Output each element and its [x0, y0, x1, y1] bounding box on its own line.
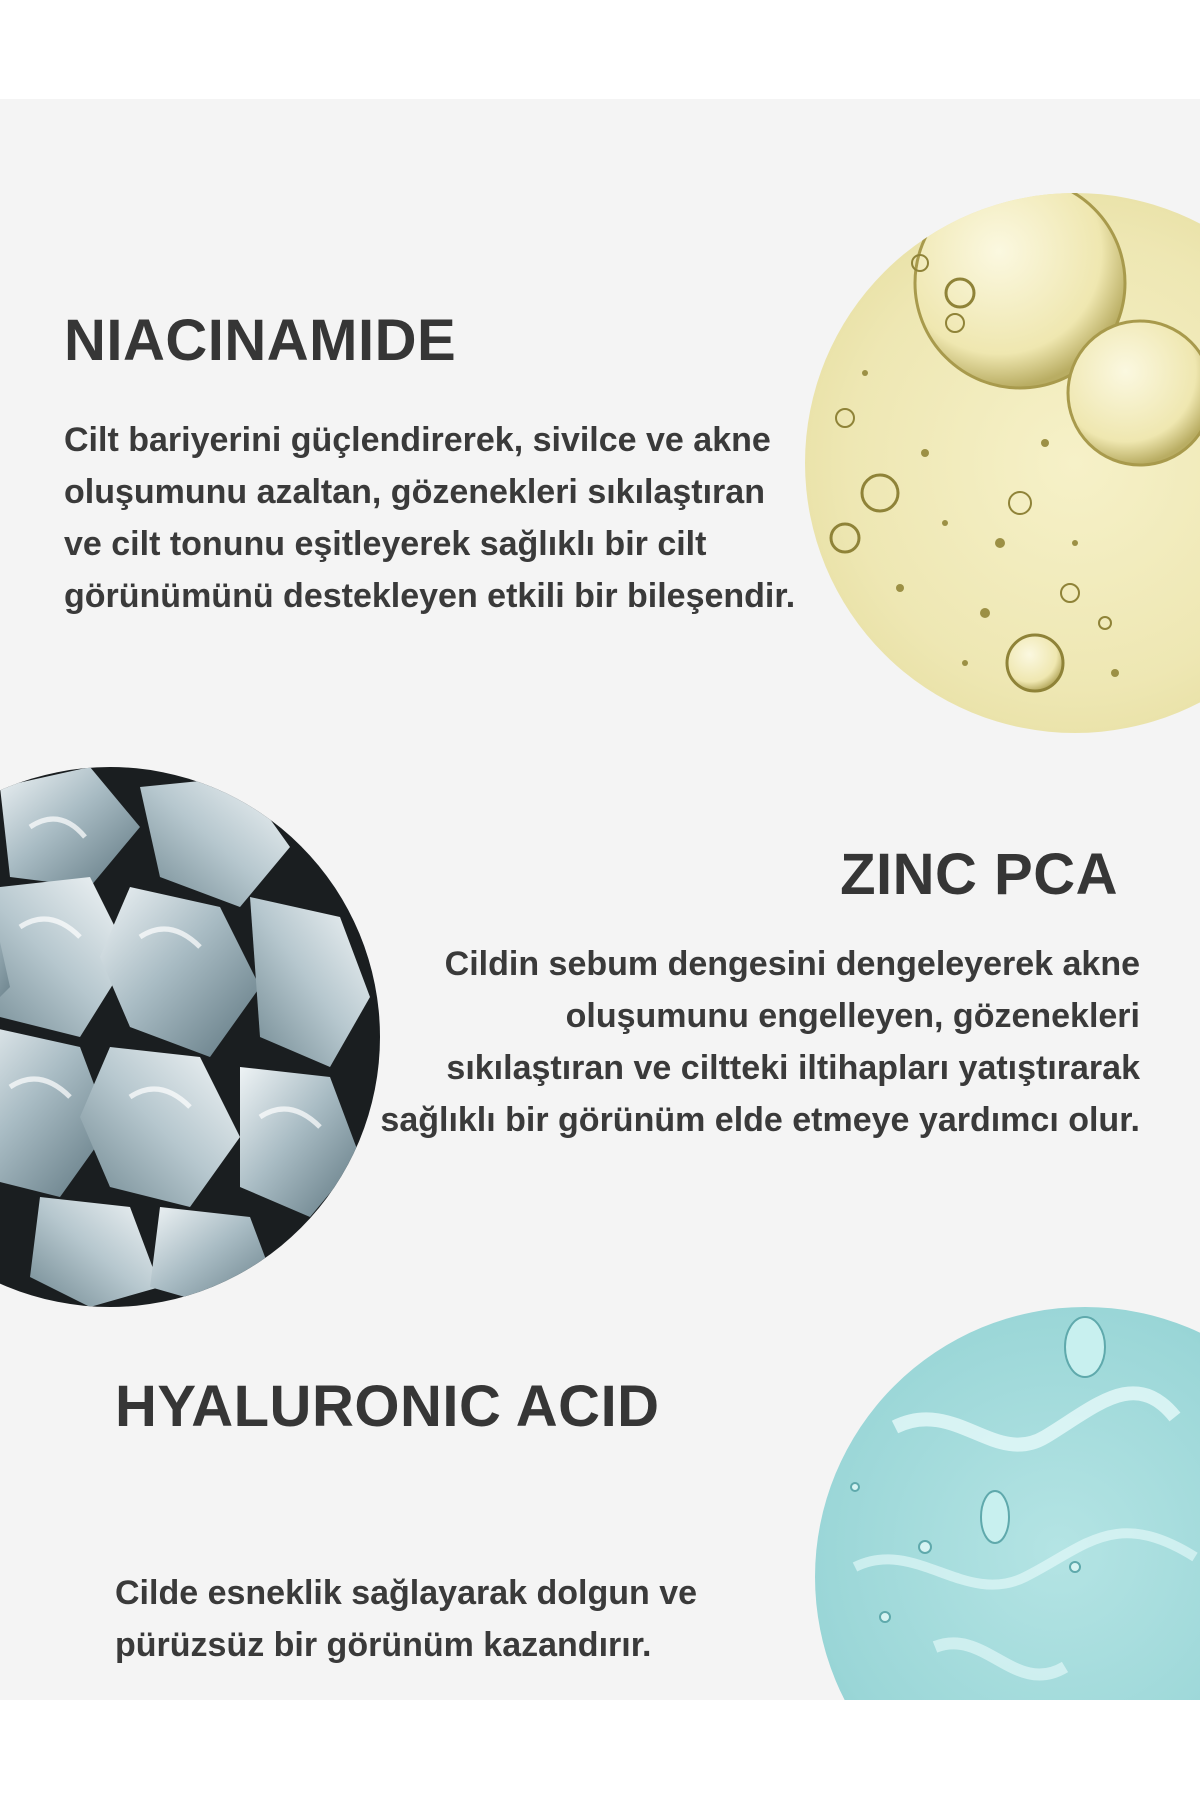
zinc-pca-description: Cildin sebum dengesini dengeleyerek akne oluşumunu engelleyen, gözenekleri sıkılaştıran ve ciltteki iltihapları yatıştırarak sağlıklı bir görünüm elde etmeye yardımcı olur.: [380, 945, 1140, 1139]
zinc-pca-heading: ZINC PCA: [840, 842, 1118, 907]
metallic-crystals-image: [0, 767, 380, 1307]
oil-bubbles-image: [805, 193, 1200, 733]
hyaluronic-acid-description: Cilde esneklik sağlayarak dolgun ve pürüzsüz bir görünüm kazandırır.: [115, 1574, 698, 1664]
hyaluronic-acid-heading: HYALURONIC ACID: [115, 1374, 660, 1439]
niacinamide-heading: NIACINAMIDE: [64, 308, 457, 373]
niacinamide-description: Cilt bariyerini güçlendirerek, sivilce ve akne oluşumunu azaltan, gözenekleri sıkılaştıran ve cilt tonunu eşitleyerek sağlıklı bir cilt görünümünü destekleyen etkili bir bileşendir.: [64, 421, 796, 615]
ingredients-panel: [0, 99, 1200, 1700]
aqua-gel-image: [815, 1307, 1200, 1700]
